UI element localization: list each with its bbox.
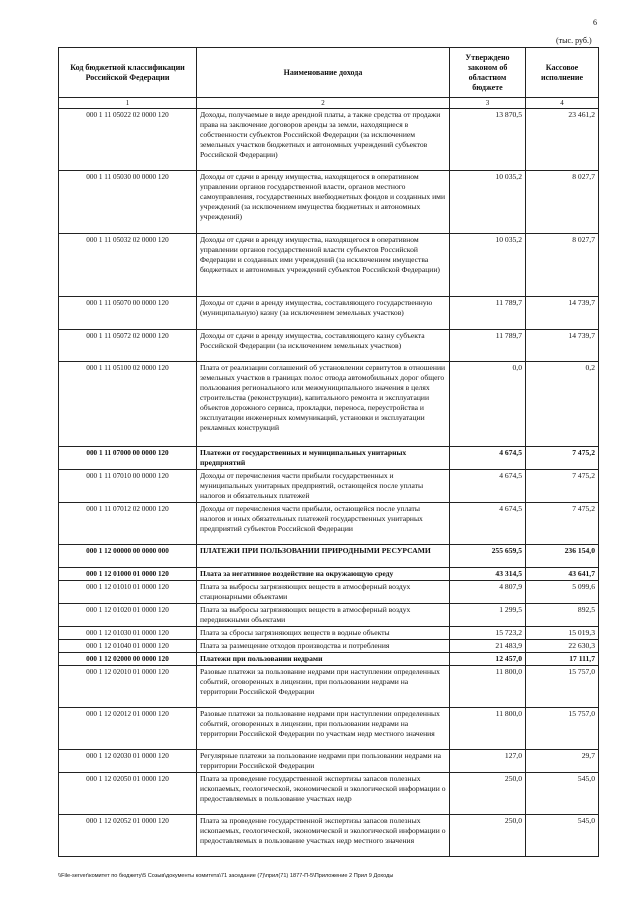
row-name: Плата за сбросы загрязняющих веществ в водные объекты — [197, 627, 450, 640]
row-code: 000 1 11 07012 02 0000 120 — [59, 503, 197, 545]
row-approved: 10 035,2 — [450, 171, 526, 234]
row-executed: 15 019,3 — [526, 627, 599, 640]
row-code: 000 1 12 02050 01 0000 120 — [59, 773, 197, 815]
header-executed: Кассовое исполнение — [526, 48, 599, 98]
revenue-table — [58, 47, 599, 857]
row-executed: 892,5 — [526, 604, 599, 627]
row-approved: 12 457,0 — [450, 653, 526, 666]
table-row — [59, 627, 599, 640]
table-row — [59, 640, 599, 653]
row-name: Доходы от сдачи в аренду имущества, составляющего казну субъекта Российской Федерации (за исключением земельных участков) — [197, 330, 450, 362]
row-name: Плата от реализации соглашений об установлении сервитутов в отношении земельных участков в границах полос отвода автомобильных дорог общего пользования регионального или межмуниципального значения в целях строительства (реконструкции), капитального ремонта и эксплуатации объектов дорожного сервиса, прокладки, переноса, переустройства и эксплуатации инженерных коммуникаций, установки и эксплуатации рекламных конструкций — [197, 362, 450, 447]
row-executed: 545,0 — [526, 815, 599, 857]
row-code: 000 1 12 01030 01 0000 120 — [59, 627, 197, 640]
row-executed: 545,0 — [526, 773, 599, 815]
row-code: 000 1 11 07000 00 0000 120 — [59, 447, 197, 470]
table-row — [59, 470, 599, 503]
row-executed: 7 475,2 — [526, 470, 599, 503]
row-name: Доходы от перечисления части прибыли государственных и муниципальных унитарных предприятий, остающейся после уплаты налогов и обязательных платежей — [197, 470, 450, 503]
row-approved: 4 674,5 — [450, 470, 526, 503]
row-name: ПЛАТЕЖИ ПРИ ПОЛЬЗОВАНИИ ПРИРОДНЫМИ РЕСУРСАМИ — [197, 545, 450, 568]
table-row — [59, 815, 599, 857]
row-code: 000 1 12 02030 01 0000 120 — [59, 750, 197, 773]
row-name: Разовые платежи за пользование недрами при наступлении определенных событий, оговоренных в лицензии, при пользовании недрами на территории Российской Федерации — [197, 666, 450, 708]
table-row — [59, 750, 599, 773]
table-row — [59, 234, 599, 297]
table-row — [59, 545, 599, 568]
row-executed: 15 757,0 — [526, 666, 599, 708]
table-row — [59, 297, 599, 330]
row-executed: 14 739,7 — [526, 330, 599, 362]
row-name: Доходы от перечисления части прибыли, остающейся после уплаты налогов и иных обязательных платежей государственных унитарных предприятий субъектов Российской Федерации — [197, 503, 450, 545]
table-row — [59, 171, 599, 234]
row-code: 000 1 11 05030 00 0000 120 — [59, 171, 197, 234]
row-executed: 15 757,0 — [526, 708, 599, 750]
header-approved: Утверждено законом об областном бюджете — [450, 48, 526, 98]
row-approved: 11 789,7 — [450, 297, 526, 330]
row-approved: 127,0 — [450, 750, 526, 773]
row-code: 000 1 12 01040 01 0000 120 — [59, 640, 197, 653]
page-number: 6 — [593, 18, 597, 27]
table-row — [59, 653, 599, 666]
row-executed: 8 027,7 — [526, 234, 599, 297]
table-row — [59, 109, 599, 171]
table-row — [59, 362, 599, 447]
header-code: Код бюджетной классификации Российской Федерации — [59, 48, 197, 98]
row-approved: 21 483,9 — [450, 640, 526, 653]
row-code: 000 1 11 05022 02 0000 120 — [59, 109, 197, 171]
column-number-row — [59, 98, 599, 109]
row-code: 000 1 12 01020 01 0000 120 — [59, 604, 197, 627]
row-name: Доходы от сдачи в аренду имущества, составляющего государственную (муниципальную) казну (за исключением земельных участков) — [197, 297, 450, 330]
units-label: (тыс. руб.) — [556, 36, 592, 45]
row-approved: 11 789,7 — [450, 330, 526, 362]
row-name: Плата за выбросы загрязняющих веществ в атмосферный воздух передвижными объектами — [197, 604, 450, 627]
column-number: 3 — [450, 98, 526, 109]
row-code: 000 1 12 02010 01 0000 120 — [59, 666, 197, 708]
row-name: Доходы от сдачи в аренду имущества, находящегося в оперативном управлении органов государственной власти, органов местного самоуправления, государственных внебюджетных фондов и созданных ими учреждений (за исключением имущества бюджетных и автономных учреждений) — [197, 171, 450, 234]
row-code: 000 1 11 05070 00 0000 120 — [59, 297, 197, 330]
header-name: Наименование дохода — [197, 48, 450, 98]
row-code: 000 1 11 05032 02 0000 120 — [59, 234, 197, 297]
row-approved: 250,0 — [450, 815, 526, 857]
row-executed: 7 475,2 — [526, 503, 599, 545]
row-approved: 250,0 — [450, 773, 526, 815]
row-approved: 4 674,5 — [450, 503, 526, 545]
row-name: Плата за негативное воздействие на окружающую среду — [197, 568, 450, 581]
row-name: Плата за размещение отходов производства и потребления — [197, 640, 450, 653]
row-name: Регулярные платежи за пользование недрами при пользовании недрами на территории Российской Федерации — [197, 750, 450, 773]
row-name: Разовые платежи за пользование недрами при наступлении определенных событий, оговоренных в лицензии, при пользовании недрами на территории Российской Федерации по участкам недр местного значения — [197, 708, 450, 750]
file-path-footer: \\File-server\комитет по бюджету\5 Созыв\документы комитета\71 заседание (7)\прил(71) 1877-П-5\Приложение 2 Прил 9 Доходы — [58, 873, 394, 879]
row-code: 000 1 12 02000 00 0000 120 — [59, 653, 197, 666]
row-code: 000 1 12 02052 01 0000 120 — [59, 815, 197, 857]
row-executed: 5 099,6 — [526, 581, 599, 604]
table-header-row — [59, 48, 599, 98]
table-row — [59, 447, 599, 470]
row-name: Платежи при пользовании недрами — [197, 653, 450, 666]
row-executed: 0,2 — [526, 362, 599, 447]
row-name: Плата за проведение государственной экспертизы запасов полезных ископаемых, геологической, экономической и экологической информации о предоставляемых в пользование участках недр — [197, 773, 450, 815]
row-approved: 11 800,0 — [450, 708, 526, 750]
column-number: 4 — [526, 98, 599, 109]
row-executed: 14 739,7 — [526, 297, 599, 330]
row-executed: 8 027,7 — [526, 171, 599, 234]
column-number: 2 — [197, 98, 450, 109]
row-name: Доходы от сдачи в аренду имущества, находящегося в оперативном управлении органов государственной власти субъектов Российской Федерации и созданных ими учреждений (за исключением имущества бюджетных и автономных учреждений субъектов Российской Федерации) — [197, 234, 450, 297]
table-row — [59, 568, 599, 581]
row-approved: 43 314,5 — [450, 568, 526, 581]
row-executed: 7 475,2 — [526, 447, 599, 470]
row-executed: 29,7 — [526, 750, 599, 773]
table-row — [59, 581, 599, 604]
row-executed: 17 111,7 — [526, 653, 599, 666]
row-code: 000 1 12 01010 01 0000 120 — [59, 581, 197, 604]
table-row — [59, 330, 599, 362]
row-approved: 0,0 — [450, 362, 526, 447]
row-name: Плата за проведение государственной экспертизы запасов полезных ископаемых, геологической, экономической и экологической информации о предоставляемых в пользование участках недр местного значения — [197, 815, 450, 857]
table-row — [59, 503, 599, 545]
row-approved: 15 723,2 — [450, 627, 526, 640]
table-body — [59, 109, 599, 857]
row-approved: 4 807,9 — [450, 581, 526, 604]
row-approved: 255 659,5 — [450, 545, 526, 568]
row-name: Плата за выбросы загрязняющих веществ в атмосферный воздух стационарными объектами — [197, 581, 450, 604]
row-approved: 11 800,0 — [450, 666, 526, 708]
table-row — [59, 604, 599, 627]
row-executed: 43 641,7 — [526, 568, 599, 581]
table-row — [59, 666, 599, 708]
row-code: 000 1 12 01000 01 0000 120 — [59, 568, 197, 581]
row-executed: 236 154,0 — [526, 545, 599, 568]
row-executed: 22 630,3 — [526, 640, 599, 653]
row-code: 000 1 11 07010 00 0000 120 — [59, 470, 197, 503]
row-code: 000 1 11 05072 02 0000 120 — [59, 330, 197, 362]
column-number: 1 — [59, 98, 197, 109]
row-name: Доходы, получаемые в виде арендной платы, а также средства от продажи права на заключение договоров аренды за земли, находящиеся в собственности субъектов Российской Федерации (за исключением земельных участков бюджетных и автономных учреждений субъектов Российской Федерации) — [197, 109, 450, 171]
row-approved: 4 674,5 — [450, 447, 526, 470]
row-code: 000 1 12 00000 00 0000 000 — [59, 545, 197, 568]
table-row — [59, 708, 599, 750]
row-code: 000 1 11 05100 02 0000 120 — [59, 362, 197, 447]
row-name: Платежи от государственных и муниципальных унитарных предприятий — [197, 447, 450, 470]
row-approved: 10 035,2 — [450, 234, 526, 297]
row-approved: 1 299,5 — [450, 604, 526, 627]
row-code: 000 1 12 02012 01 0000 120 — [59, 708, 197, 750]
row-approved: 13 870,5 — [450, 109, 526, 171]
row-executed: 23 461,2 — [526, 109, 599, 171]
table-row — [59, 773, 599, 815]
